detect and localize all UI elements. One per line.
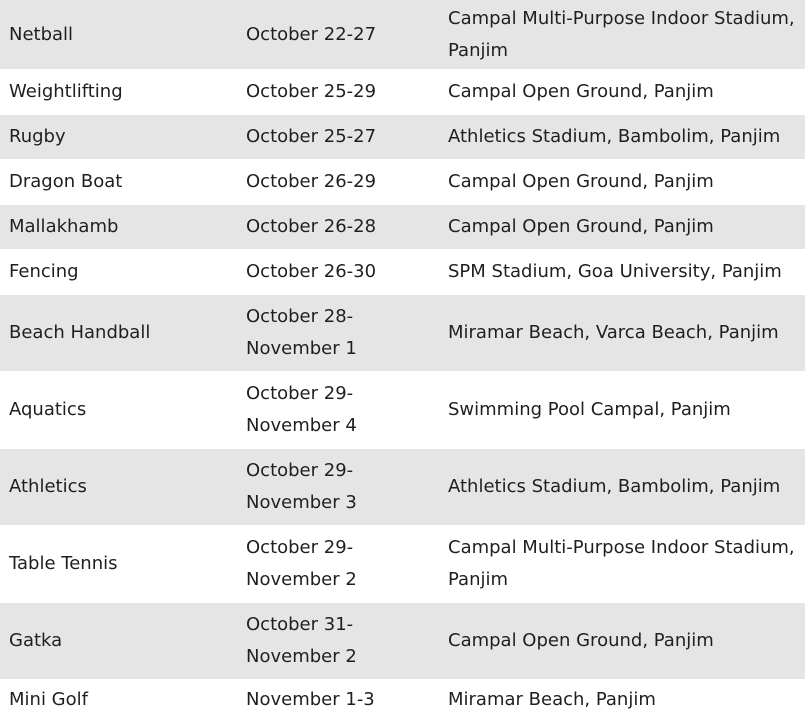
sport-cell: Weightlifting <box>0 70 237 115</box>
sport-cell: Aquatics <box>0 372 237 449</box>
venue-cell: Athletics Stadium, Bambolim, Panjim <box>439 449 805 526</box>
sport-cell: Dragon Boat <box>0 160 237 205</box>
sport-cell: Fencing <box>0 250 237 295</box>
table-row <box>0 603 805 680</box>
date-cell: October 25-29 <box>237 70 439 115</box>
venue-cell: Campal Open Ground, Panjim <box>439 70 805 115</box>
table-row <box>0 115 805 160</box>
table-row <box>0 680 805 721</box>
date-cell: October 29-November 3 <box>237 449 439 526</box>
venue-cell: Swimming Pool Campal, Panjim <box>439 372 805 449</box>
date-cell: October 26-30 <box>237 250 439 295</box>
date-cell: October 28-November 1 <box>237 295 439 372</box>
venue-cell: Campal Multi-Purpose Indoor Stadium, Panjim <box>439 0 805 70</box>
table-row <box>0 449 805 526</box>
venue-cell: Miramar Beach, Panjim <box>439 680 805 721</box>
date-cell: October 31-November 2 <box>237 603 439 680</box>
table-row <box>0 372 805 449</box>
venue-cell: Campal Open Ground, Panjim <box>439 205 805 250</box>
table-row <box>0 70 805 115</box>
date-cell: October 26-29 <box>237 160 439 205</box>
sport-cell: Athletics <box>0 449 237 526</box>
table-row <box>0 160 805 205</box>
date-cell: October 25-27 <box>237 115 439 160</box>
date-cell: October 22-27 <box>237 0 439 70</box>
venue-cell: Campal Open Ground, Panjim <box>439 603 805 680</box>
sport-cell: Rugby <box>0 115 237 160</box>
date-cell: October 29-November 2 <box>237 526 439 603</box>
sport-cell: Netball <box>0 0 237 70</box>
venue-cell: Campal Multi-Purpose Indoor Stadium, Panjim <box>439 526 805 603</box>
date-cell: November 1-3 <box>237 680 439 721</box>
table-row <box>0 250 805 295</box>
venue-cell: Miramar Beach, Varca Beach, Panjim <box>439 295 805 372</box>
venue-cell: SPM Stadium, Goa University, Panjim <box>439 250 805 295</box>
sport-cell: Beach Handball <box>0 295 237 372</box>
sport-cell: Mallakhamb <box>0 205 237 250</box>
table-row <box>0 0 805 70</box>
table-row <box>0 205 805 250</box>
sport-cell: Table Tennis <box>0 526 237 603</box>
table-row <box>0 526 805 603</box>
date-cell: October 29-November 4 <box>237 372 439 449</box>
sport-cell: Mini Golf <box>0 680 237 721</box>
date-cell: October 26-28 <box>237 205 439 250</box>
table-row <box>0 295 805 372</box>
sport-cell: Gatka <box>0 603 237 680</box>
venue-cell: Campal Open Ground, Panjim <box>439 160 805 205</box>
venue-cell: Athletics Stadium, Bambolim, Panjim <box>439 115 805 160</box>
